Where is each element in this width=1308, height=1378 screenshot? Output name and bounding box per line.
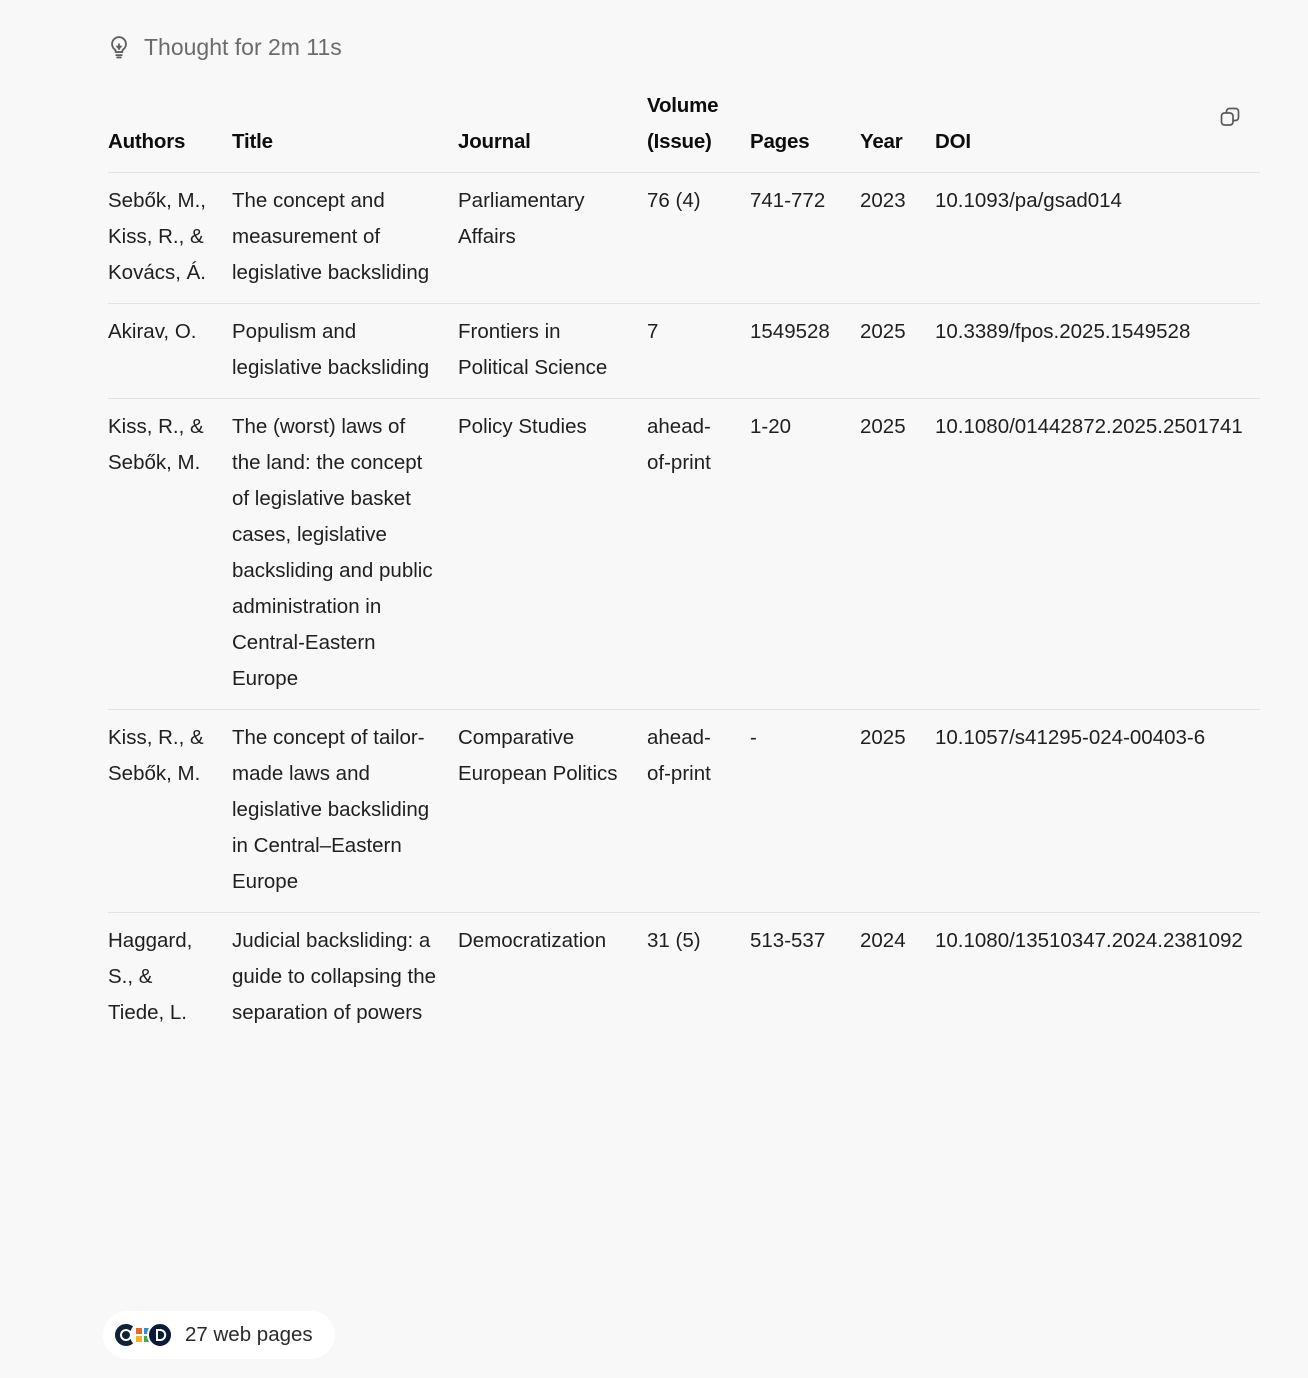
cell-doi: 10.3389/fpos.2025.1549528: [935, 304, 1260, 399]
thought-label: Thought for 2m 11s: [144, 33, 342, 60]
cell-volume: 76 (4): [647, 173, 750, 304]
cell-volume: ahead-of-print: [647, 710, 750, 913]
header-year: Year: [860, 84, 935, 173]
header-volume-line2: (Issue): [647, 130, 712, 153]
cell-title: The (worst) laws of the land: the concept of legislative basket cases, legislative backsliding and public administration in Central-Eastern Europe: [232, 399, 458, 710]
cell-title: The concept and measurement of legislative backsliding: [232, 173, 458, 304]
cell-journal: Frontiers in Political Science: [458, 304, 647, 399]
cell-doi: 10.1080/13510347.2024.2381092: [935, 929, 1243, 952]
lightbulb-icon: [106, 34, 132, 60]
cell-pages: 741-772: [750, 173, 860, 304]
cell-pages: 1-20: [750, 399, 860, 710]
cell-year: 2023: [860, 173, 935, 304]
site-favicon-icon: [147, 1322, 173, 1348]
cell-year: 2025: [860, 710, 935, 913]
table-row: [108, 913, 1260, 1044]
cell-year: 2025: [860, 399, 935, 710]
cell-year: 2024: [860, 929, 906, 952]
header-volume-line1: Volume: [647, 94, 719, 117]
cell-volume: ahead-of-print: [647, 399, 750, 710]
header-authors: Authors: [108, 84, 232, 173]
cell-pages: 513-537: [750, 929, 826, 952]
table-header-row: [108, 84, 1260, 173]
table-row: [108, 173, 1260, 304]
header-title: Title: [232, 84, 458, 173]
cell-volume: 7: [647, 304, 750, 399]
cell-doi: 10.1057/s41295-024-00403-6: [935, 710, 1260, 913]
header-pages: Pages: [750, 84, 860, 173]
cell-pages: 1549528: [750, 304, 860, 399]
header-volume: [647, 84, 750, 173]
sources-label: 27 web pages: [185, 1323, 313, 1346]
web-sources-button[interactable]: [103, 1311, 335, 1359]
header-journal: Journal: [458, 84, 647, 173]
source-favicons: [113, 1322, 173, 1348]
cell-authors: Akirav, O.: [108, 304, 232, 399]
thought-toggle[interactable]: [106, 30, 342, 64]
cell-title: The concept of tailor-made laws and legislative backsliding in Central–Eastern Europe: [232, 710, 458, 913]
table-row: [108, 710, 1260, 913]
cell-authors: Haggard, S., & Tiede, L.: [108, 929, 193, 1024]
cell-journal: Democratization: [458, 929, 607, 952]
cell-doi: 10.1093/pa/gsad014: [935, 173, 1260, 304]
cell-title: Populism and legislative backsliding: [232, 304, 458, 399]
table-row: [108, 304, 1260, 399]
cell-title: Judicial backsliding: a guide to collapsing the separation of powers: [232, 929, 437, 1024]
cell-authors: Kiss, R., & Sebők, M.: [108, 710, 232, 913]
references-table: [108, 84, 1260, 1043]
header-doi: DOI: [935, 84, 1260, 173]
cell-journal: Parliamentary Affairs: [458, 173, 647, 304]
cell-journal: Policy Studies: [458, 399, 647, 710]
table-row: [108, 399, 1260, 710]
cell-authors: Sebők, M., Kiss, R., & Kovács, Á.: [108, 173, 232, 304]
cell-journal: Comparative European Politics: [458, 710, 647, 913]
cell-volume: 31 (5): [647, 929, 701, 952]
cell-year: 2025: [860, 304, 935, 399]
cell-authors: Kiss, R., & Sebők, M.: [108, 399, 232, 710]
cell-pages: -: [750, 710, 860, 913]
cell-doi: 10.1080/01442872.2025.2501741: [935, 399, 1260, 710]
